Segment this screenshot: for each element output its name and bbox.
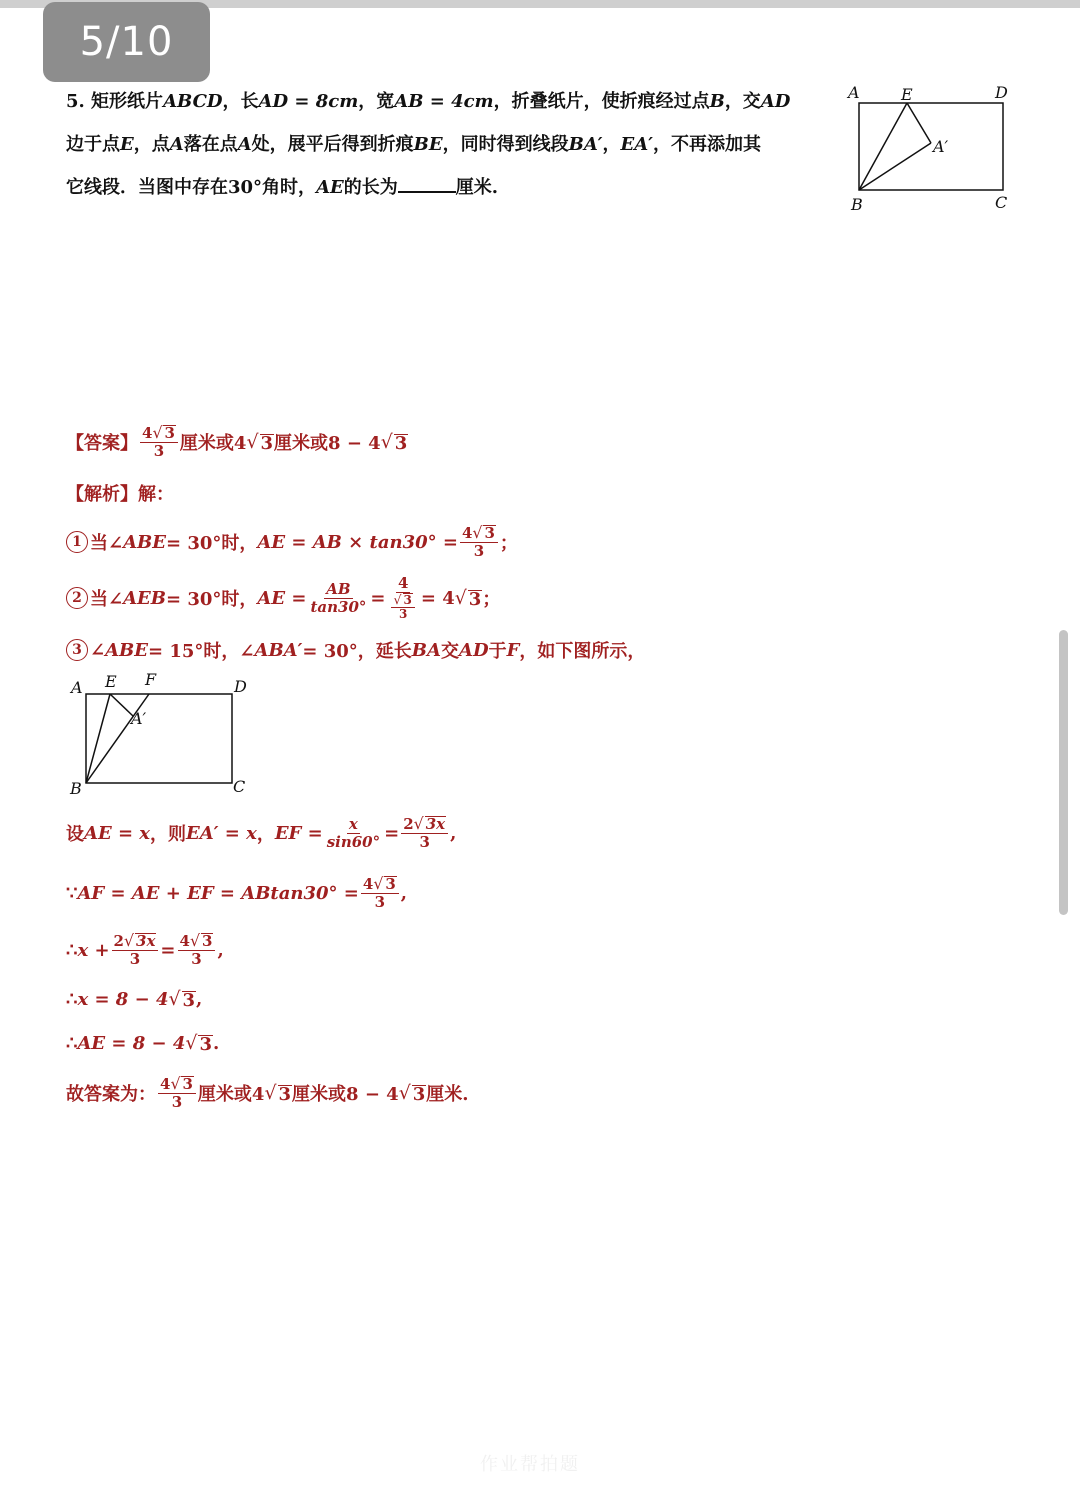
radicand: 3 [182, 990, 196, 1011]
text: ，如下图所示， [519, 641, 646, 662]
math: AF = AE + EF = ABtan30° = [77, 882, 359, 904]
therefore-line-3 [66, 1032, 219, 1054]
text: = 4 [420, 587, 455, 609]
text: ，交 [724, 91, 761, 112]
radicand: 3 [260, 433, 274, 454]
text: = 30°时， [166, 589, 258, 610]
answer-title: 【答案】 [66, 433, 138, 454]
because-line [66, 875, 407, 911]
segment-ea-prime [110, 694, 133, 716]
sqrt: √ 3 [398, 1082, 426, 1105]
coef: 4 [179, 932, 190, 950]
radicand: 3 [484, 524, 495, 542]
step-2 [66, 575, 500, 621]
text: ，不再添加其 [652, 134, 761, 155]
radicand: 3 [468, 589, 482, 610]
fraction [178, 932, 216, 968]
text: ∴ [66, 988, 78, 1010]
math: A [237, 134, 252, 155]
denominator: 3 [374, 893, 386, 911]
label-c: C [233, 777, 246, 796]
analysis-title: 【解析】 [66, 484, 138, 505]
math: BE [413, 134, 443, 155]
sqrt: √ 3 [373, 874, 396, 893]
text: 故答案为： [66, 1084, 156, 1105]
step-number: 2 [66, 587, 88, 609]
denominator: tan30° [310, 597, 367, 616]
page-indicator: 5/10 [43, 2, 210, 82]
text: ∠ [90, 639, 106, 661]
fraction [140, 424, 178, 460]
label-a: A [71, 678, 83, 697]
analysis-title-line [66, 480, 174, 506]
math: BA′ [568, 134, 603, 155]
label-d: D [995, 83, 1008, 102]
text: . [213, 1032, 220, 1054]
radicand: 3 [403, 593, 412, 607]
text: 落在点 [183, 134, 238, 155]
math: BA [411, 639, 441, 661]
math: EF = [274, 822, 323, 844]
step-number: 1 [66, 531, 88, 553]
text: = [160, 939, 176, 961]
math: AD [258, 91, 289, 112]
text: ； [499, 533, 518, 554]
text: 厘米或4 [197, 1084, 265, 1105]
numerator: 4 [397, 574, 409, 592]
math: AB [394, 91, 424, 112]
segment-ba-prime [859, 143, 931, 190]
text: = [423, 91, 452, 112]
math: B [709, 91, 725, 112]
label-a: A [848, 83, 860, 102]
coef: 4 [160, 1075, 171, 1093]
step-number: 3 [66, 639, 88, 661]
final-answer-line [66, 1075, 469, 1111]
sqrt: √ 3 [246, 431, 274, 454]
sqrt: √ 3 [168, 988, 196, 1011]
math: ABCD [163, 91, 223, 112]
radicand: 3 [412, 1084, 426, 1105]
fraction [112, 932, 159, 968]
text: , [400, 882, 408, 904]
text: = [288, 91, 316, 112]
solution-figure [65, 668, 255, 803]
numerator [140, 424, 178, 443]
denominator [387, 593, 418, 621]
math: 8cm [315, 91, 359, 112]
text: ∴ [66, 939, 78, 961]
text: 它线段．当图中存在30°角时， [66, 177, 317, 198]
text: 处，展平后得到折痕 [251, 134, 414, 155]
math: AD [458, 639, 489, 661]
fraction [308, 581, 368, 616]
text: ，宽 [358, 91, 395, 112]
text: 5. 矩形纸片 [66, 91, 164, 112]
math: 4cm [451, 91, 494, 112]
math: AE = x [84, 822, 151, 844]
rectangle-abcd [859, 103, 1003, 190]
numerator [158, 1075, 196, 1094]
text: = [384, 822, 400, 844]
fraction [401, 815, 448, 851]
radicand: 3 [385, 875, 396, 893]
text: 当∠ [90, 533, 124, 554]
segment-ea-prime [907, 103, 931, 143]
numerator [112, 932, 159, 951]
sqrt: √ 3 [189, 931, 213, 950]
text: 厘米. [455, 177, 499, 198]
question-text [66, 80, 836, 209]
fold-line-be [859, 103, 907, 190]
sqrt: √ 3x [413, 814, 446, 833]
text: , [450, 822, 457, 844]
text: 当∠ [90, 589, 124, 610]
text: = 30°时， [166, 533, 258, 554]
label-c: C [995, 193, 1008, 212]
radicand: 3 [182, 1075, 193, 1093]
scrollbar[interactable] [1059, 630, 1068, 915]
radicand: 3x [136, 932, 156, 950]
therefore-line-1 [66, 932, 224, 968]
denominator: 3 [473, 542, 485, 560]
denominator: 3 [129, 950, 141, 968]
answer-blank [398, 173, 456, 193]
rectangle-abcd [86, 694, 232, 783]
radicand: 3x [425, 815, 446, 833]
radicand: 3 [202, 932, 213, 950]
text: 厘米或4 [179, 433, 247, 454]
text: = 15°时，∠ [148, 641, 255, 662]
sqrt: √ 3 [185, 1032, 212, 1055]
math: EA′ [620, 134, 653, 155]
text: ； [482, 589, 501, 610]
math: AD [760, 91, 791, 112]
text: ， [256, 824, 275, 845]
text: 的长为 [343, 177, 398, 198]
sqrt: √ 3 [380, 431, 408, 454]
fold-line-be [86, 694, 110, 783]
math: F [506, 639, 520, 661]
radicand: 3 [199, 1034, 212, 1055]
text: 厘米或8 − 4 [292, 1084, 399, 1105]
label-b: B [851, 195, 863, 214]
label-d: D [234, 677, 247, 696]
therefore-line-2 [66, 988, 202, 1010]
text: ， [602, 134, 621, 155]
coef: 2 [113, 932, 124, 950]
math: A [169, 134, 184, 155]
fraction [460, 524, 498, 560]
math: ABE [105, 639, 148, 661]
math: x = 8 − 4 [77, 988, 169, 1010]
line-bf [86, 694, 149, 783]
numerator [178, 932, 216, 951]
label-a-prime: A′ [933, 137, 949, 156]
label-b: B [70, 779, 82, 798]
sqrt: √ 3 [152, 423, 175, 442]
fraction [391, 593, 414, 621]
fraction [325, 816, 382, 851]
watermark: 作业帮拍题 [480, 1454, 580, 1475]
fraction [387, 575, 418, 621]
label-e: E [901, 85, 913, 104]
coef: 4 [142, 424, 153, 442]
text: 厘米. [426, 1084, 469, 1105]
let-line [66, 815, 456, 851]
sqrt: √ 3 [393, 592, 412, 607]
numerator: AB [326, 579, 351, 598]
text: 于 [488, 641, 507, 662]
denominator: sin60° [326, 832, 381, 851]
sqrt: √ 3 [472, 523, 495, 542]
text: , [217, 939, 224, 961]
sqrt: √ 3x [123, 931, 156, 950]
text: ，点 [133, 134, 170, 155]
text: ，则 [150, 824, 187, 845]
step-3 [66, 637, 645, 663]
text: 解： [138, 484, 174, 505]
denominator: 3 [171, 1093, 183, 1111]
text: , [196, 988, 203, 1010]
fraction [361, 875, 399, 911]
math: AE = AB × tan30° = [257, 531, 458, 553]
math: AE = [257, 587, 307, 609]
text: 边于点 [66, 134, 120, 155]
text: 厘米或8 − 4 [274, 433, 381, 454]
math: EA′ = x [186, 822, 257, 844]
numerator [391, 593, 414, 608]
text: ∵ [66, 882, 78, 904]
denominator: 3 [191, 950, 202, 968]
radicand: 3 [164, 424, 175, 442]
text: ，同时得到线段 [442, 134, 569, 155]
numerator: x [348, 814, 358, 833]
label-f: F [145, 670, 157, 689]
coef: 4 [362, 875, 374, 893]
text: ，折叠纸片，使折痕经过点 [493, 91, 710, 112]
coef: 4 [461, 524, 473, 542]
numerator [361, 875, 399, 894]
text: ，长 [222, 91, 259, 112]
math: E [120, 134, 134, 155]
radicand: 3 [394, 433, 408, 454]
question-line-2 [66, 123, 836, 166]
text: 设 [66, 824, 84, 845]
math: ABE [123, 531, 166, 553]
text: = [370, 587, 386, 609]
numerator [460, 524, 498, 543]
denominator: 3 [419, 833, 430, 851]
label-a-prime: A′ [131, 709, 147, 728]
sqrt: √ 3 [454, 587, 482, 610]
sqrt: √ 3 [264, 1082, 292, 1105]
label-e: E [105, 672, 117, 691]
math: x + [77, 939, 110, 961]
question-line-3 [66, 166, 836, 209]
text: ∴ [66, 1032, 78, 1054]
answer-line [66, 424, 408, 460]
denominator: 3 [153, 442, 165, 460]
fraction [158, 1075, 196, 1111]
question-line-1 [66, 80, 836, 123]
step-1 [66, 524, 518, 560]
coef: 2 [403, 815, 414, 833]
math: AE = 8 − 4 [77, 1032, 186, 1054]
text: 交 [440, 641, 459, 662]
sqrt: √ 3 [170, 1074, 193, 1093]
question-figure [845, 80, 1020, 215]
text: = 30°，延长 [302, 641, 412, 662]
denominator: 3 [399, 607, 408, 621]
math: AEB [123, 587, 166, 609]
numerator [401, 815, 448, 834]
radicand: 3 [278, 1084, 292, 1105]
math: AE [316, 177, 344, 198]
math: ABA′ [254, 639, 303, 661]
